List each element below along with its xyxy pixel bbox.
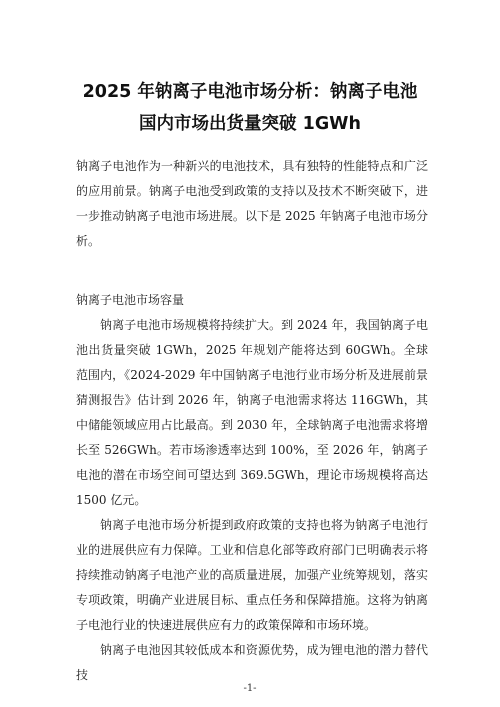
body-paragraph: 钠离子电池因其较低成本和资源优势，成为锂电池的潜力替代技 — [76, 643, 428, 682]
page-number: -1- — [243, 683, 257, 694]
body-paragraph: 钠离子电池市场规模将持续扩大。到 2024 年，我国钠离子电池出货量突破 1GWh，2025 年规划产能将达到 60GWh。全球范围内，《2024-2029 年中国钠离子电池行业市场分析及进展前景猜测报告》估计到 2026 年，钠离子电池需求将达 116GWh，其中储能领域应用占比最高。到 2030 年，全球钠离子电池需求将增长至 526GWh。若市场渗透率达到 100%，至 2026 年，钠离子电池的潜在市场空间可望达到 369.5GWh，理论市场规模将高达 1500 亿元。 — [76, 318, 428, 507]
body-paragraph: 钠离子电池市场分析提到政府政策的支持也将为钠离子电池行业的进展供应有力保障。工业和信息化部等政府部门已明确表示将持续推动钠离子电池产业的高质量进展，加强产业统筹规划，落实专项政策，明确产业进展目标、重点任务和保障措施。这将为钠离子电池行业的快速进展供应有力的政策保障和市场环境。 — [76, 518, 428, 632]
title-line-2: 国内市场出货量突破 1GWh — [139, 114, 361, 134]
document-title — [70, 76, 430, 140]
intro-paragraph: 钠离子电池作为一种新兴的电池技术，具有独特的性能特点和广泛的应用前景。钠离子电池受到政策的支持以及技术不断突破下，进一步推动钠离子电池市场进展。以下是 2025 年钠离子电池市场分析。 — [76, 159, 428, 248]
section-heading: 钠离子电池市场容量 — [76, 293, 185, 307]
intro-block — [76, 154, 428, 254]
section-body — [76, 313, 428, 688]
section-heading-block — [76, 288, 428, 313]
title-line-1: 2025 年钠离子电池市场分析：钠离子电池 — [82, 82, 418, 102]
